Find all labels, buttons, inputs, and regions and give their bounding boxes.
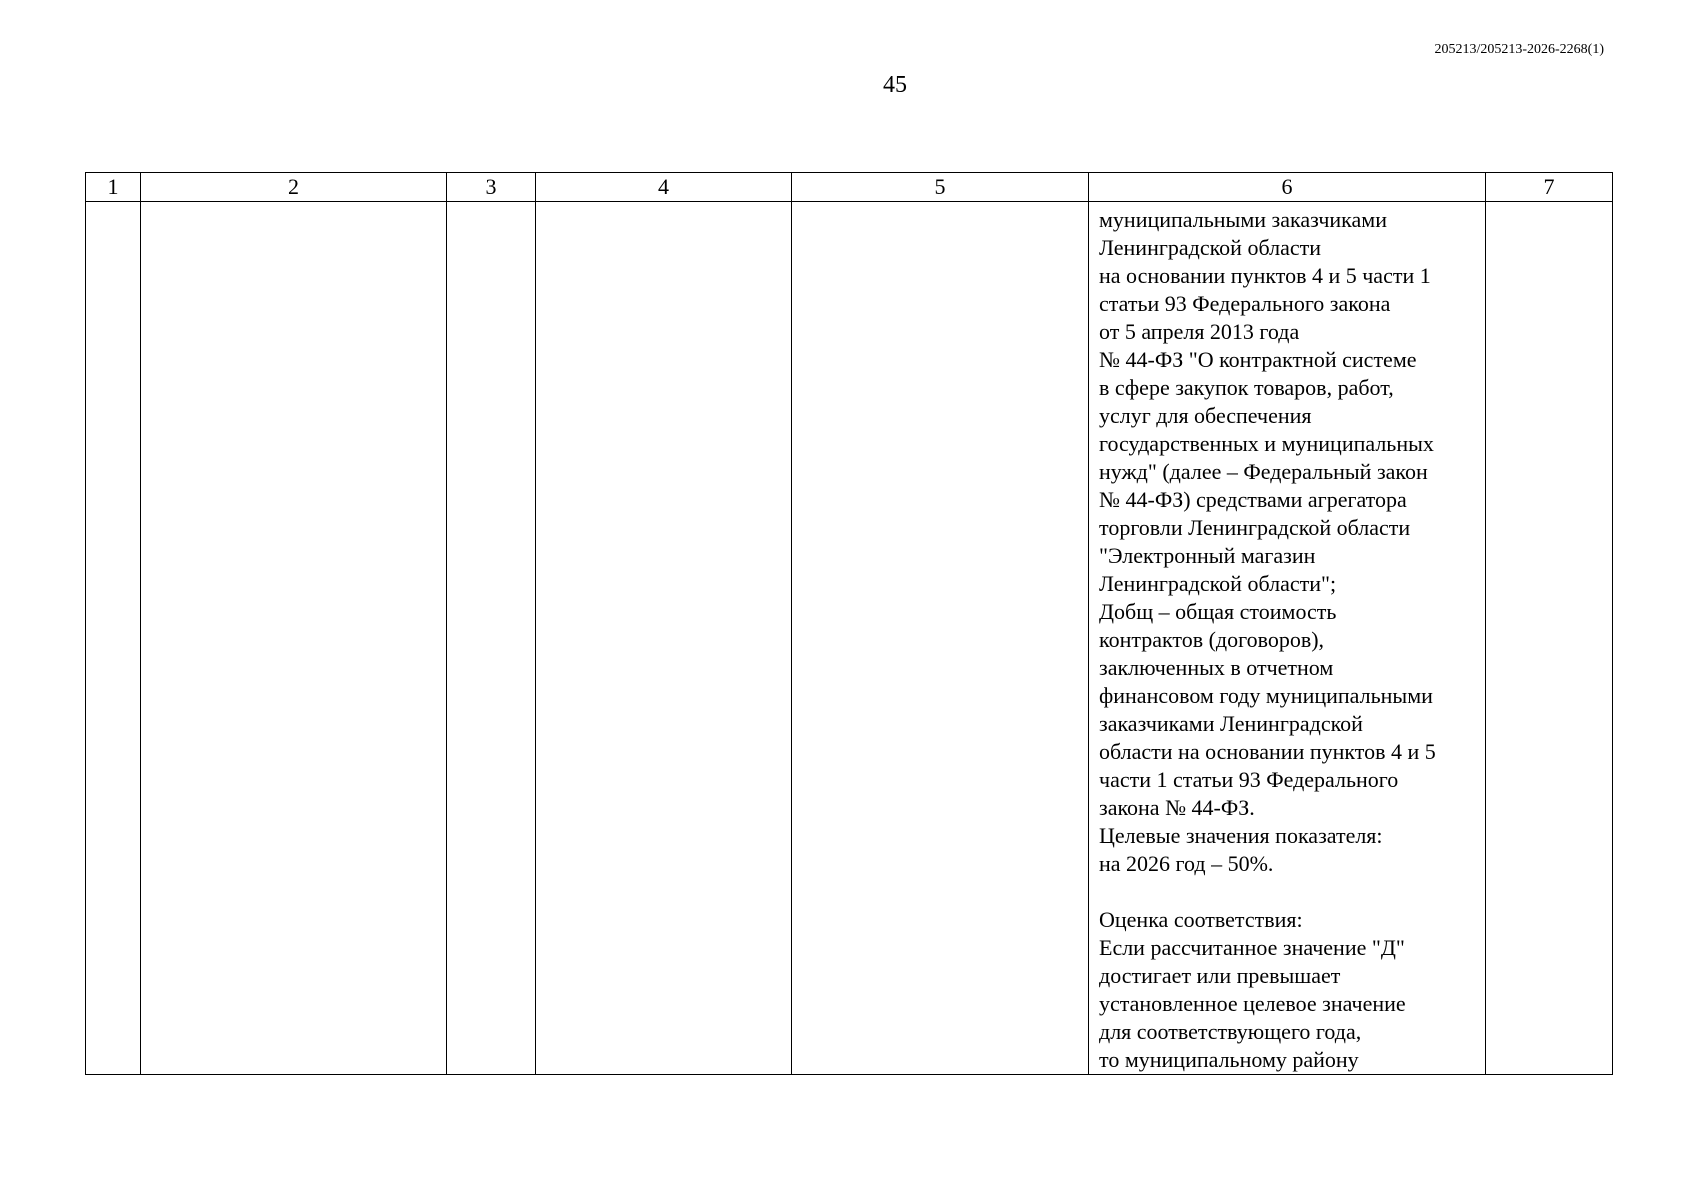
page-number: 45 (883, 72, 907, 98)
column-header-6: 6 (1089, 173, 1486, 202)
column-header-1: 1 (86, 173, 141, 202)
column-header-5: 5 (792, 173, 1089, 202)
table-row (86, 202, 1613, 1075)
column-header-3: 3 (447, 173, 536, 202)
table-header-row (86, 173, 1613, 202)
column-header-4: 4 (536, 173, 792, 202)
main-table (85, 172, 1613, 1075)
indicator-description-text: муниципальными заказчиками Ленинградской области на основании пунктов 4 и 5 части 1 статьи 93 Федерального закона от 5 апреля 2013 года № 44-ФЗ "О контрактной системе в сфере закупок товаров, работ, услуг для обеспечения государственных и муниципальных нужд" (далее – Федеральный закон № 44-ФЗ) средствами агрегатора торговли Ленинградской области "Электронный магазин Ленинградской области"; Добщ – общая стоимость контрактов (договоров), заключенных в отчетном финансовом году муниципальными заказчиками Ленинградской области на основании пунктов 4 и 5 части 1 статьи 93 Федерального закона № 44-ФЗ. Целевые значения показателя: на 2026 год – 50%. Оценка соответствия: Если рассчитанное значение "Д" достигает или превышает установленное целевое значение для соответствующего года, то муниципальному району (1099, 207, 1436, 1072)
cell-col-5 (792, 202, 1089, 1075)
column-header-2: 2 (141, 173, 447, 202)
table-header (86, 173, 1613, 202)
cell-col-2 (141, 202, 447, 1075)
cell-col-6 (1089, 202, 1486, 1075)
document-id: 205213/205213-2026-2268(1) (1434, 42, 1604, 57)
column-header-7: 7 (1486, 173, 1613, 202)
cell-col-3 (447, 202, 536, 1075)
cell-col-7 (1486, 202, 1613, 1075)
table-body (86, 202, 1613, 1075)
cell-col-4 (536, 202, 792, 1075)
cell-col-1 (86, 202, 141, 1075)
